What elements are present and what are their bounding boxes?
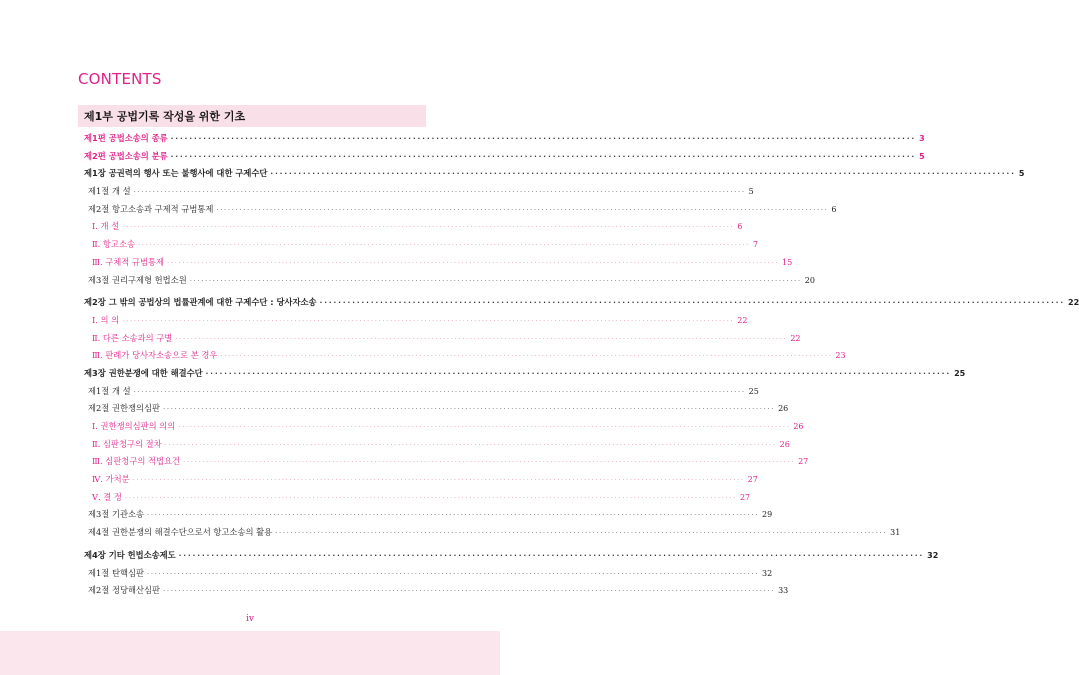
toc-entry-clause[interactable] xyxy=(78,383,759,401)
toc-entry-page: 27 xyxy=(798,457,809,467)
toc-entry-label: 제1장 공권력의 행사 또는 불행사에 대한 구제수단 xyxy=(84,168,268,179)
toc-entry-label: Ⅱ. 항고소송 xyxy=(92,239,135,250)
toc-entry-page: 27 xyxy=(739,492,751,502)
toc-entry-page: 26 xyxy=(779,439,790,449)
toc-entry-item[interactable] xyxy=(78,330,801,348)
toc-entry-item[interactable] xyxy=(78,312,748,330)
page-number: iv xyxy=(246,614,254,624)
part-title: 제1부 공법기록 작성을 위한 기초 xyxy=(84,110,246,123)
toc-entry-page: 32 xyxy=(762,568,773,578)
leader-dots: ································································································································································ xyxy=(124,493,737,502)
table-of-contents xyxy=(78,130,1079,600)
leader-dots: ································································································································································ xyxy=(164,440,777,449)
toc-entry-page: 26 xyxy=(793,422,804,431)
leader-dots: ································································································································································ xyxy=(220,352,833,361)
toc-entry-clause[interactable] xyxy=(78,524,901,542)
toc-entry-label: 제2절 항고소송과 구제적 규범통제 xyxy=(88,203,214,214)
toc-entry-item[interactable] xyxy=(78,453,809,471)
toc-entry-label: 제2절 정당해산심판 xyxy=(88,585,161,596)
toc-entry-clause[interactable] xyxy=(78,506,773,524)
leader-dots: ································································································································································ xyxy=(205,369,952,378)
part-heading-bar xyxy=(78,105,426,127)
leader-dots: ································································································································································ xyxy=(175,334,788,343)
toc-entry-section[interactable] xyxy=(78,148,925,166)
leader-dots: ································································································································································ xyxy=(319,299,1066,308)
leader-dots: ································································································································································ xyxy=(122,316,735,325)
toc-entry-label: 제2장 그 밖의 공법상의 법률관계에 대한 구제수단 : 당사자소송 xyxy=(84,297,317,308)
toc-entry-item[interactable] xyxy=(78,254,793,272)
toc-entry-clause[interactable] xyxy=(78,565,773,583)
toc-entry-page: 32 xyxy=(927,550,939,560)
toc-entry-chapter[interactable] xyxy=(78,165,1025,183)
toc-entry-page: 25 xyxy=(954,368,966,378)
toc-entry-item[interactable] xyxy=(78,218,743,236)
leader-dots: ································································································································································ xyxy=(163,587,776,596)
leader-dots: ································································································································································ xyxy=(147,569,760,578)
toc-entry-clause[interactable] xyxy=(78,400,789,418)
toc-entry-label: Ⅲ. 심판청구의 적법요건 xyxy=(92,456,181,467)
toc-entry-section[interactable] xyxy=(78,130,925,148)
toc-entry-chapter[interactable] xyxy=(78,365,966,383)
toc-entry-label: 제1절 개 설 xyxy=(88,186,131,197)
toc-entry-page: 20 xyxy=(804,275,815,285)
page-title: CONTENTS xyxy=(78,70,162,88)
leader-dots: ································································································································································ xyxy=(137,241,750,250)
toc-entry-page: 7 xyxy=(753,240,759,250)
toc-entry-page: 6 xyxy=(831,204,837,214)
toc-entry-clause[interactable] xyxy=(78,201,837,219)
toc-entry-page: 31 xyxy=(890,528,901,538)
leader-dots: ································································································································································ xyxy=(133,387,746,396)
toc-entry-clause[interactable] xyxy=(78,582,789,600)
toc-entry-label: 제4장 기타 헌법소송제도 xyxy=(84,549,176,560)
toc-entry-label: 제3장 권한분쟁에 대한 해결수단 xyxy=(84,367,203,378)
toc-entry-chapter[interactable] xyxy=(78,294,1079,312)
toc-entry-chapter[interactable] xyxy=(78,547,939,565)
toc-entry-item[interactable] xyxy=(78,236,759,254)
toc-entry-page: 5 xyxy=(919,151,925,161)
toc-entry-page: 5 xyxy=(748,187,754,197)
toc-entry-label: Ⅲ. 구체적 규범통제 xyxy=(92,256,165,267)
toc-entry-page: 25 xyxy=(748,386,759,396)
toc-entry-page: 22 xyxy=(1068,298,1079,308)
leader-dots: ································································································································································ xyxy=(275,529,888,538)
toc-entry-label: 제4절 권한분쟁의 해결수단으로서 항고소송의 활용 xyxy=(88,527,273,538)
toc-entry-page: 22 xyxy=(790,333,801,343)
leader-dots: ································································································································································ xyxy=(163,405,776,414)
toc-entry-page: 6 xyxy=(737,222,743,232)
toc-entry-label: 제2편 공법소송의 분류 xyxy=(84,150,168,161)
toc-entry-page: 33 xyxy=(778,586,789,596)
leader-dots: ································································································································································ xyxy=(122,223,735,232)
toc-entry-clause[interactable] xyxy=(78,272,815,290)
leader-dots: ································································································································································ xyxy=(167,258,780,267)
toc-entry-label: Ⅰ. 권한쟁의심판의 의의 xyxy=(92,421,176,431)
toc-entry-label: 제1절 개 설 xyxy=(88,385,131,396)
toc-entry-clause[interactable] xyxy=(78,183,754,201)
toc-entry-item[interactable] xyxy=(78,347,846,365)
toc-entry-label: Ⅰ. 개 설 xyxy=(92,221,120,232)
toc-entry-label: 제1편 공법소송의 종류 xyxy=(84,133,168,143)
leader-dots: ································································································································································ xyxy=(270,170,1016,179)
toc-entry-page: 23 xyxy=(835,351,846,361)
toc-entry-page: 22 xyxy=(737,315,748,325)
toc-entry-page: 27 xyxy=(747,475,758,485)
toc-entry-item[interactable] xyxy=(78,489,751,507)
leader-dots: ································································································································································ xyxy=(189,276,802,285)
leader-dots: ································································································································································ xyxy=(132,476,745,485)
toc-entry-item[interactable] xyxy=(78,471,758,489)
toc-entry-label: 제2절 권한쟁의심판 xyxy=(88,403,161,414)
toc-entry-label: Ⅰ. 의 의 xyxy=(92,314,120,325)
leader-dots: ································································································································································ xyxy=(183,458,796,467)
footer-band xyxy=(0,631,500,675)
toc-entry-page: 26 xyxy=(778,404,789,414)
toc-entry-item[interactable] xyxy=(78,436,790,454)
toc-entry-page: 5 xyxy=(1018,169,1025,179)
leader-dots: ································································································································································ xyxy=(170,152,917,161)
toc-entry-label: 제1절 탄핵심판 xyxy=(88,567,145,578)
toc-entry-page: 3 xyxy=(919,134,925,143)
toc-entry-label: 제3절 권리구제형 헌법소원 xyxy=(88,274,187,285)
toc-entry-label: Ⅱ. 다른 소송과의 구별 xyxy=(92,332,173,343)
leader-dots: ································································································································································ xyxy=(170,135,917,143)
leader-dots: ································································································································································ xyxy=(216,205,829,214)
leader-dots: ································································································································································ xyxy=(133,188,746,197)
toc-entry-label: Ⅴ. 결 정 xyxy=(92,491,122,502)
toc-entry-item[interactable] xyxy=(78,418,804,436)
toc-entry-label: 제3절 기관소송 xyxy=(88,509,145,520)
leader-dots: ································································································································································ xyxy=(178,551,925,560)
toc-entry-page: 29 xyxy=(762,510,773,520)
leader-dots: ································································································································································ xyxy=(147,511,760,520)
leader-dots: ································································································································································ xyxy=(178,423,791,431)
toc-entry-label: Ⅳ. 가처분 xyxy=(92,474,130,485)
toc-entry-page: 15 xyxy=(782,257,793,267)
toc-entry-label: Ⅱ. 심판청구의 절차 xyxy=(92,438,162,449)
toc-entry-label: Ⅲ. 판례가 당사자소송으로 본 경우 xyxy=(92,350,218,361)
